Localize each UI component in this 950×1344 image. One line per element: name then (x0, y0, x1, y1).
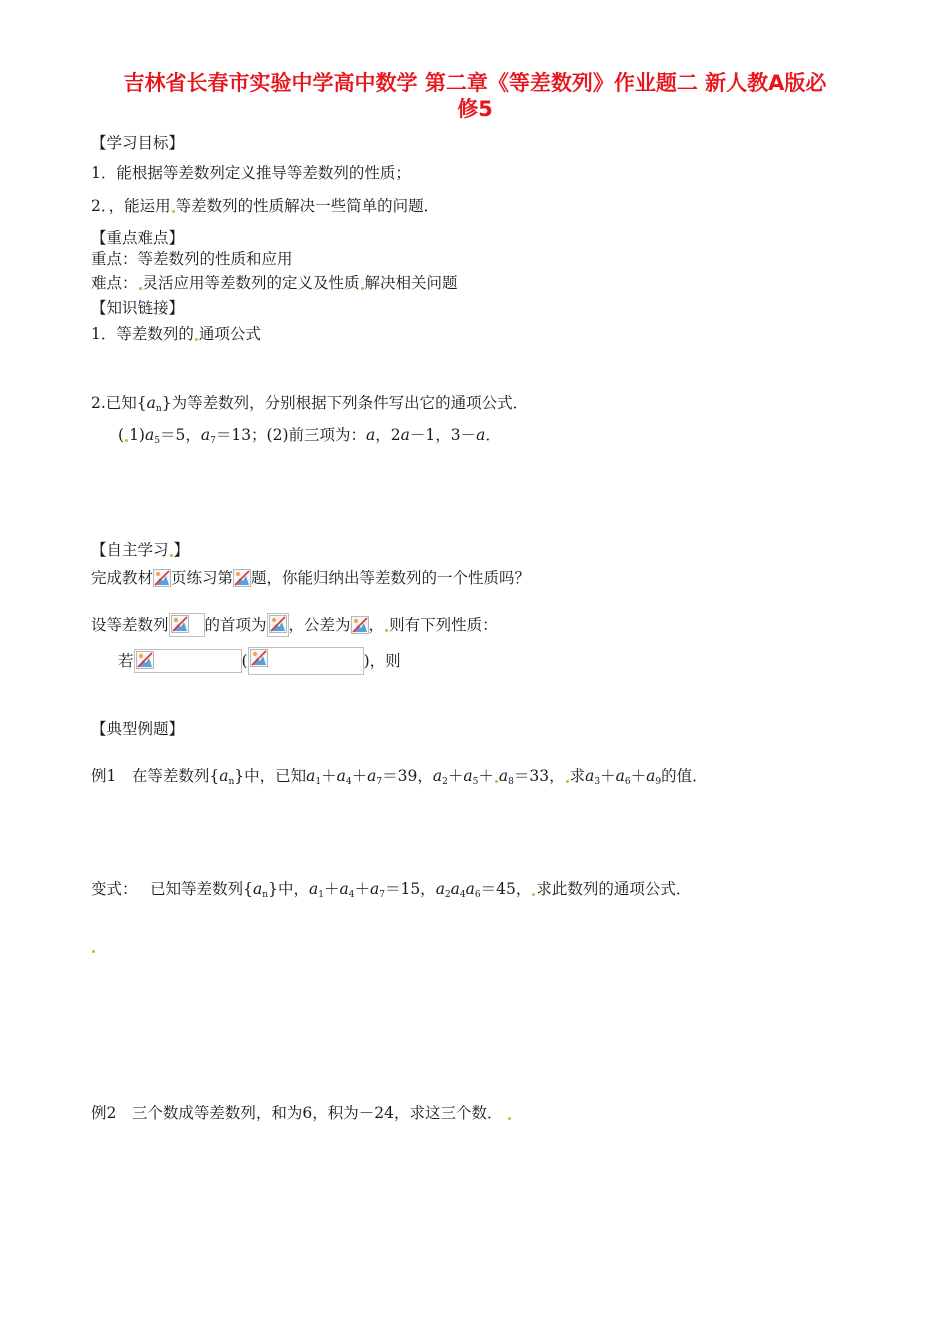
link-1: 1．等差数列的 通项公式 (91, 325, 261, 343)
section-links: 【知识链接】 (91, 299, 185, 317)
image-placeholder-field (267, 613, 289, 637)
broken-image-icon (269, 615, 287, 633)
example-2: 例2 三个数成等差数列，和为6，积为－24，求这三个数． (91, 1103, 512, 1123)
document-title (60, 70, 890, 122)
goal-2: 2．，能运用 等差数列的性质解决一些简单的问题． (91, 197, 440, 215)
keypoint-2: 难点： 灵活应用等差数列的定义及性质 解决相关问题 (91, 274, 458, 292)
title-line-2: 修5 (457, 97, 493, 121)
section-keypoints: 【重点难点】 (91, 229, 185, 247)
variant-exercise: 变式： 已知等差数列$\{a_n\}$中，$a_1+a_4+a_7=15$，$a_2a_4a_6=45$， 求此数列的通项公式． (91, 880, 692, 900)
broken-image-icon (351, 616, 369, 634)
section-selfstudy: 【自主学习 】 (91, 541, 190, 559)
mark-dot (125, 439, 128, 442)
goal-1: 1．能根据等差数列定义推导等差数列的性质； (91, 164, 411, 182)
broken-image-icon (233, 569, 251, 587)
link-2-conditions: ( $1)a_5=5$，$a_7=13$；(2)前三项为：a，2a－1，3－a． (118, 426, 501, 446)
broken-image-icon (171, 615, 189, 633)
mark-dot (195, 338, 198, 341)
mark-dot (361, 287, 364, 290)
link-2: 2.已知$\{a_n\}$为等差数列，分别根据下列条件写出它的通项公式． (91, 394, 529, 414)
example-1: 例1 在等差数列$\{a_n\}$中，已知$a_1+a_4+a_7=39$，$a_2+a_5+ a_8=33$， 求$a_3+a_6+a_9$的值． (91, 767, 708, 787)
image-placeholder-field (134, 649, 242, 673)
image-placeholder-field (169, 613, 205, 637)
section-examples: 【典型例题】 (91, 720, 185, 738)
title-line-1: 吉林省长春市实验中学高中数学 第二章《等差数列》作业题二 新人教A版必 (123, 71, 827, 95)
mark-dot (92, 950, 95, 953)
stray-mark (91, 936, 96, 956)
section-goals: 【学习目标】 (91, 134, 185, 152)
image-placeholder-field (248, 647, 364, 675)
mark-dot (172, 210, 175, 213)
selfstudy-1: 完成教材 页练习第 题，你能归纳出等差数列的一个性质吗？ (91, 569, 531, 587)
keypoint-1: 重点：等差数列的性质和应用 (91, 250, 293, 268)
mark-dot (385, 629, 388, 632)
selfstudy-2: 设等差数列 的首项为 ，公差为 ， 则有下列性质： (91, 613, 498, 637)
mark-dot (566, 780, 569, 783)
broken-image-icon (250, 649, 268, 667)
mark-dot (495, 780, 498, 783)
selfstudy-3: 若 ( )，则 (118, 647, 401, 675)
mark-dot (508, 1117, 511, 1120)
broken-image-icon (136, 651, 154, 669)
mark-dot (532, 893, 535, 896)
mark-dot (170, 554, 173, 557)
mark-dot (139, 287, 142, 290)
broken-image-icon (153, 569, 171, 587)
